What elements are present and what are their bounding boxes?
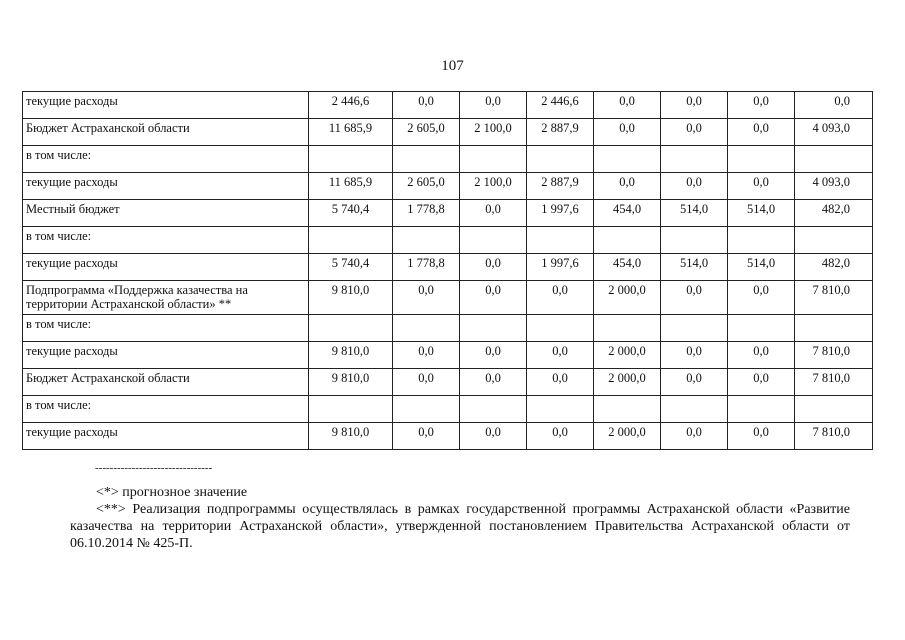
value-cell: 0,0 — [393, 423, 460, 450]
table-row — [23, 254, 873, 281]
row-label: текущие расходы — [23, 92, 309, 119]
value-cell — [393, 315, 460, 342]
value-cell — [728, 396, 795, 423]
value-cell: 0,0 — [460, 254, 527, 281]
table-row — [23, 315, 873, 342]
value-cell: 0,0 — [661, 369, 728, 396]
value-cell — [661, 315, 728, 342]
value-cell: 0,0 — [661, 281, 728, 315]
value-cell: 0,0 — [393, 369, 460, 396]
value-cell — [728, 315, 795, 342]
value-cell — [661, 396, 728, 423]
value-cell: 0,0 — [527, 281, 594, 315]
table-row — [23, 281, 873, 315]
row-label: текущие расходы — [23, 342, 309, 369]
value-cell: 9 810,0 — [309, 342, 393, 369]
footnote-subprogram: <**> Реализация подпрограммы осуществлялась в рамках государственной программы Астраханской области «Развитие казачества на территории Астраханской области», утвержденной постановлением Правительства Астраханской области от 06.10.2014 № 425-П. — [70, 502, 850, 551]
value-cell: 0,0 — [728, 92, 795, 119]
value-cell: 4 093,0 — [795, 119, 873, 146]
value-cell: 482,0 — [795, 254, 873, 281]
value-cell — [527, 315, 594, 342]
value-cell — [393, 227, 460, 254]
budget-table-body — [23, 92, 873, 450]
value-cell — [795, 315, 873, 342]
value-cell: 0,0 — [393, 281, 460, 315]
value-cell: 7 810,0 — [795, 423, 873, 450]
value-cell — [460, 146, 527, 173]
value-cell: 5 740,4 — [309, 254, 393, 281]
value-cell: 5 740,4 — [309, 200, 393, 227]
table-row — [23, 423, 873, 450]
value-cell: 2 000,0 — [594, 281, 661, 315]
value-cell: 514,0 — [661, 254, 728, 281]
value-cell: 0,0 — [661, 119, 728, 146]
value-cell: 0,0 — [661, 173, 728, 200]
value-cell: 0,0 — [661, 342, 728, 369]
value-cell: 1 778,8 — [393, 254, 460, 281]
value-cell — [460, 315, 527, 342]
value-cell: 2 605,0 — [393, 119, 460, 146]
row-label: в том числе: — [23, 227, 309, 254]
value-cell — [594, 396, 661, 423]
value-cell — [309, 227, 393, 254]
value-cell: 514,0 — [728, 200, 795, 227]
value-cell: 9 810,0 — [309, 369, 393, 396]
value-cell — [527, 227, 594, 254]
value-cell — [309, 146, 393, 173]
table-row — [23, 369, 873, 396]
value-cell: 0,0 — [460, 281, 527, 315]
value-cell — [460, 396, 527, 423]
table-row — [23, 342, 873, 369]
value-cell — [661, 146, 728, 173]
value-cell: 0,0 — [661, 92, 728, 119]
value-cell: 9 810,0 — [309, 423, 393, 450]
footnote-forecast: <*> прогнозное значение — [96, 485, 248, 500]
table-row — [23, 119, 873, 146]
value-cell: 0,0 — [728, 342, 795, 369]
table-row — [23, 92, 873, 119]
value-cell: 0,0 — [594, 119, 661, 146]
value-cell: 0,0 — [527, 369, 594, 396]
value-cell: 0,0 — [460, 92, 527, 119]
table-row — [23, 200, 873, 227]
row-label: текущие расходы — [23, 173, 309, 200]
value-cell: 9 810,0 — [309, 281, 393, 315]
row-label: Бюджет Астраханской области — [23, 119, 309, 146]
row-label: Бюджет Астраханской области — [23, 369, 309, 396]
value-cell: 1 997,6 — [527, 254, 594, 281]
value-cell: 0,0 — [460, 369, 527, 396]
value-cell: 2 887,9 — [527, 173, 594, 200]
value-cell — [728, 227, 795, 254]
value-cell: 514,0 — [661, 200, 728, 227]
value-cell — [309, 396, 393, 423]
page-number: 107 — [441, 58, 464, 74]
value-cell: 2 605,0 — [393, 173, 460, 200]
value-cell: 2 000,0 — [594, 342, 661, 369]
row-label: в том числе: — [23, 146, 309, 173]
value-cell: 0,0 — [728, 281, 795, 315]
value-cell: 2 446,6 — [309, 92, 393, 119]
value-cell — [594, 315, 661, 342]
value-cell: 7 810,0 — [795, 342, 873, 369]
value-cell — [393, 146, 460, 173]
value-cell — [527, 396, 594, 423]
value-cell: 0,0 — [460, 342, 527, 369]
value-cell: 0,0 — [795, 92, 873, 119]
row-label: текущие расходы — [23, 423, 309, 450]
footnotes — [70, 462, 850, 552]
value-cell: 2 100,0 — [460, 119, 527, 146]
row-label: Местный бюджет — [23, 200, 309, 227]
value-cell: 7 810,0 — [795, 369, 873, 396]
value-cell: 4 093,0 — [795, 173, 873, 200]
value-cell: 0,0 — [594, 173, 661, 200]
row-label: в том числе: — [23, 315, 309, 342]
table-row — [23, 396, 873, 423]
value-cell — [795, 146, 873, 173]
value-cell: 0,0 — [728, 119, 795, 146]
row-label: Подпрограмма «Поддержка казачества на территории Астраханской области» ** — [23, 281, 309, 315]
value-cell: 1 778,8 — [393, 200, 460, 227]
value-cell: 0,0 — [527, 342, 594, 369]
value-cell — [527, 146, 594, 173]
value-cell — [795, 396, 873, 423]
budget-table — [22, 91, 873, 450]
table-row — [23, 173, 873, 200]
value-cell: 2 446,6 — [527, 92, 594, 119]
value-cell: 0,0 — [527, 423, 594, 450]
value-cell: 1 997,6 — [527, 200, 594, 227]
row-label: текущие расходы — [23, 254, 309, 281]
value-cell — [728, 146, 795, 173]
value-cell: 11 685,9 — [309, 173, 393, 200]
value-cell — [460, 227, 527, 254]
table-row — [23, 146, 873, 173]
value-cell: 0,0 — [661, 423, 728, 450]
value-cell — [661, 227, 728, 254]
value-cell: 7 810,0 — [795, 281, 873, 315]
footnote-separator: -------------------------------- — [95, 462, 213, 474]
value-cell: 2 887,9 — [527, 119, 594, 146]
value-cell: 0,0 — [460, 200, 527, 227]
value-cell: 0,0 — [594, 92, 661, 119]
value-cell — [309, 315, 393, 342]
value-cell — [795, 227, 873, 254]
value-cell: 0,0 — [393, 342, 460, 369]
value-cell: 2 000,0 — [594, 423, 661, 450]
value-cell: 454,0 — [594, 254, 661, 281]
value-cell: 2 100,0 — [460, 173, 527, 200]
value-cell: 11 685,9 — [309, 119, 393, 146]
value-cell: 0,0 — [728, 423, 795, 450]
value-cell — [594, 146, 661, 173]
table-row — [23, 227, 873, 254]
value-cell: 482,0 — [795, 200, 873, 227]
value-cell: 514,0 — [728, 254, 795, 281]
value-cell: 0,0 — [393, 92, 460, 119]
value-cell: 2 000,0 — [594, 369, 661, 396]
row-label: в том числе: — [23, 396, 309, 423]
value-cell: 0,0 — [728, 173, 795, 200]
value-cell: 0,0 — [728, 369, 795, 396]
value-cell: 454,0 — [594, 200, 661, 227]
value-cell: 0,0 — [460, 423, 527, 450]
value-cell — [393, 396, 460, 423]
value-cell — [594, 227, 661, 254]
